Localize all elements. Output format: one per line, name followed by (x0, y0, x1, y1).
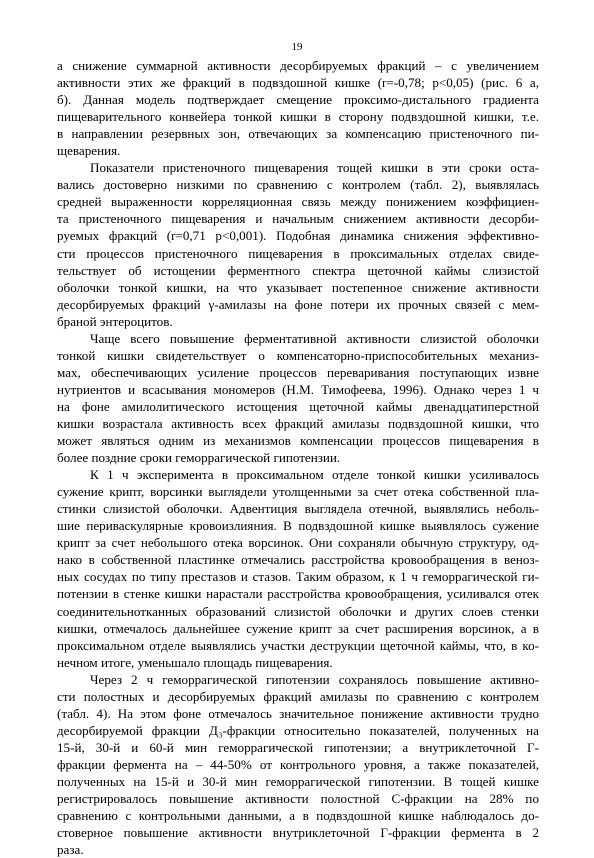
text-line: сужение крипт, ворсинки выглядели утолщенными за счет отека собственной пла- (57, 484, 539, 500)
text-line: стинки слизистой оболочки. Адвентиция выглядела отечной, выявлялись неболь- (57, 501, 539, 517)
text-line: потензии в стенке кишки нарастали расстройства кровообращения, усиливался отек (57, 586, 539, 602)
text-line: ных сосудах по типу престазов и стазов. Таким образом, к 1 ч геморрагической ги- (57, 569, 539, 585)
text-line: активности этих же фракций в подвздошной кишке (r=-0,78; p<0,05) (рис. 6 а, (57, 75, 539, 91)
text-line: соединительнотканных образований слизистой оболочки и других слоев стенки (57, 603, 539, 619)
body-text (57, 57, 539, 858)
text-line: средней выраженности корреляционная связь между понижением коэффициен- (57, 194, 539, 210)
paragraph-1 (57, 57, 539, 159)
text-line: кишки, отмечалось дальнейшее сужение крипт за счет расширения ворсинок, а в (57, 620, 539, 636)
text-line: тельствует об истощении ферментного спектра щеточной каймы слизистой (57, 262, 539, 278)
text-line: в направлении резервных зон, отвечающих за компенсацию пристеночного пи- (57, 126, 539, 142)
paragraph-3 (57, 330, 539, 466)
paragraph-2 (57, 159, 539, 329)
text-line: может являться одним из механизмов компенсации процессов пищеварения в (57, 433, 539, 449)
text-line: вались достоверно низкими по сравнению с контролем (табл. 2), выявлялась (57, 177, 539, 193)
text-line: Чаще всего повышение ферментативной активности слизистой оболочки (90, 330, 539, 346)
text-line: браной энтероцитов. (57, 313, 173, 329)
text-line: кишки возрастала активность всех фракций амилазы подвздошной кишки, что (57, 415, 539, 431)
text-line: 15-й, 30-й и 60-й мин геморрагической гипотензии; а внутриклеточной Г- (57, 739, 539, 755)
text-line: пищеварительного конвейера тонкой кишки в сторону подвздошной кишки, т.е. (57, 109, 539, 125)
text-line: руемых фракций (r=0,71 p<0,001). Подобная динамика снижения эффективно- (57, 228, 539, 244)
text-line: крипт за счет небольшого отека ворсинок. Они сохраняли обычную структуру, од- (57, 535, 539, 551)
text-line: десорбируемой фракции Д₃-фракции относительно показателей, полученных на (57, 722, 539, 738)
text-line: К 1 ч эксперимента в проксимальном отделе тонкой кишки усиливалось (90, 467, 539, 483)
text-line: регистрировалось повышение активности полостной С-фракции на 28% по (57, 791, 539, 807)
text-line: десорбируемых фракций γ-амилазы на фоне потери их прочных связей с мем- (57, 296, 539, 312)
text-line: раза. (57, 842, 84, 858)
text-line: сти процессов пристеночного пищеварения в проксимальных отделах свиде- (57, 245, 539, 261)
text-line: щеварения. (57, 143, 121, 159)
text-line: полученных на 15-й и 30-й мин геморрагической гипотензии. В тощей кишке (57, 773, 539, 789)
text-line: нако в собственной пластинке отмечались расстройства кровообращения в веноз- (57, 552, 539, 568)
page-number: 19 (291, 41, 303, 53)
paragraph-4 (57, 466, 539, 671)
text-line: сравнению с контрольными данными, а в подвздошной кишке наблюдалось до- (57, 808, 539, 824)
text-line: Через 2 ч геморрагической гипотензии сохранялось повышение активно- (90, 671, 539, 687)
text-line: б). Данная модель подтверждает смещение проксимо-дистального градиента (57, 92, 539, 108)
text-line: тонкой кишки свидетельствует о компенсаторно-приспособительных механиз- (57, 347, 539, 363)
text-line: мах, обеспечивающих усиление процессов переваривания поступающих извне (57, 364, 539, 380)
text-line: нечном итоге, уменьшало площадь пищеварения. (57, 654, 333, 670)
text-line: нутриентов и всасывания мономеров (Н.М. Тимофеева, 1996). Однако через 1 ч (57, 381, 539, 397)
text-line: шие периваскулярные кровоизлияния. В подвздошной кишке выявлялось сужение (57, 518, 539, 534)
text-line: а снижение суммарной активности десорбируемых фракций – с увеличением (57, 58, 539, 73)
text-line: на фоне амилолитического истощения щеточной каймы двенадцатиперстной (57, 398, 539, 414)
text-line: стоверное повышение активности внутриклеточной Г-фракции фермента в 2 (57, 825, 539, 841)
text-line: (табл. 4). На этом фоне отмечалось значительное понижение активности трудно (57, 705, 539, 721)
text-line: проксимальном отделе выявлялись участки деструкции щеточной каймы, что, в ко- (57, 637, 539, 653)
text-line: фракции фермента на – 44-50% от контрольного уровня, а также показателей, (57, 756, 539, 772)
text-line: сти полостных и десорбируемых фракций амилазы по сравнению с контролем (57, 688, 539, 704)
text-line: Показатели пристеночного пищеварения тощей кишки в эти сроки оста- (90, 160, 539, 176)
text-line: более поздние сроки геморрагической гипотензии. (57, 450, 341, 466)
text-line: оболочки тонкой кишки, на что указывает постепенное снижение активности (57, 279, 539, 295)
text-line: та пристеночного пищеварения и начальным снижением активности десорби- (57, 211, 539, 227)
paragraph-5 (57, 671, 539, 858)
